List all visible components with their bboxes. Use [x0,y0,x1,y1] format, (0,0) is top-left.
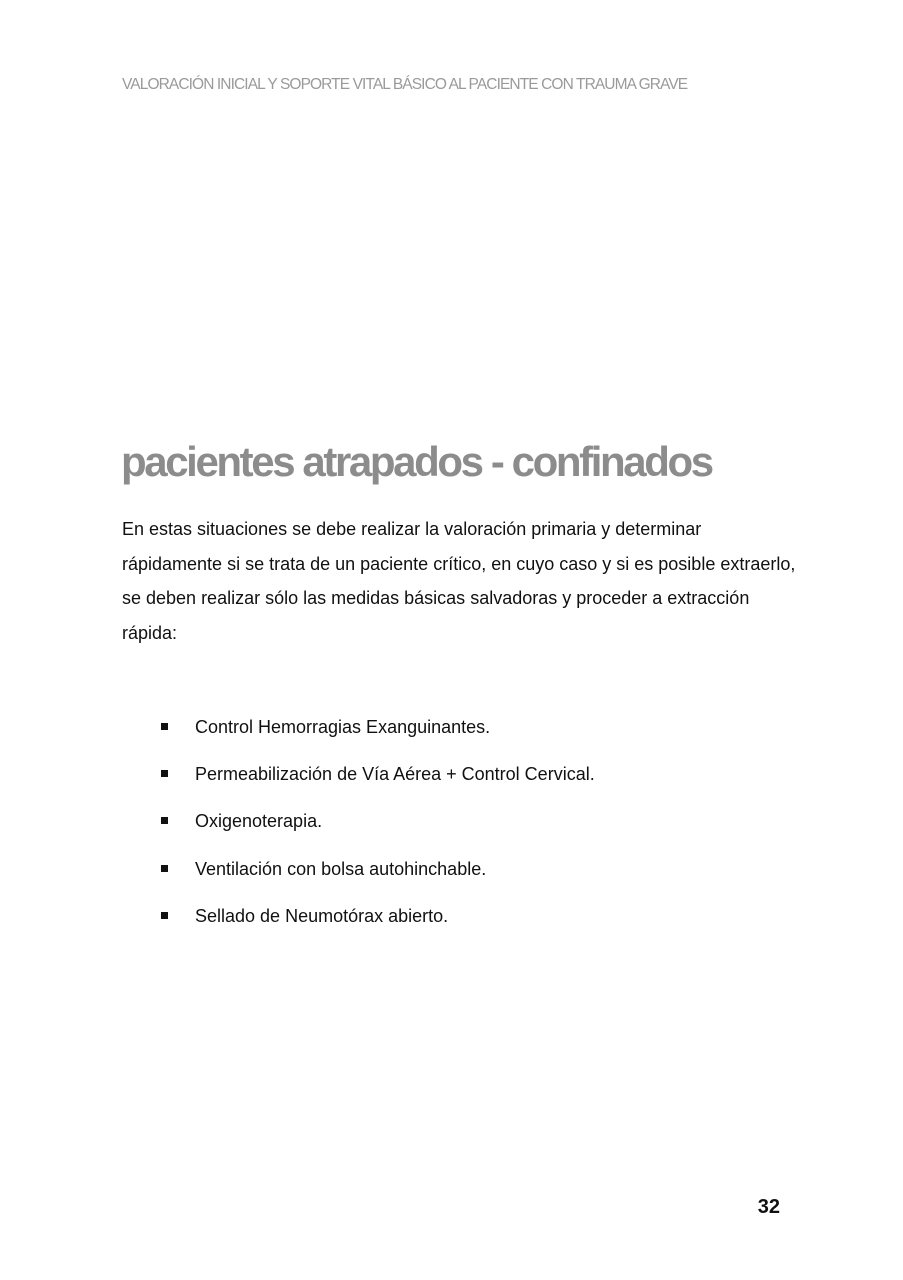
list-item [0,705,903,752]
section-title: pacientes atrapados - confinados [121,438,712,485]
list-item [0,894,903,941]
square-bullet-icon [161,817,168,824]
bullet-list [0,705,903,941]
list-item-text: Permeabilización de Vía Aérea + Control Cervical. [195,764,595,785]
list-item [0,752,903,799]
running-header: VALORACIÓN INICIAL Y SOPORTE VITAL BÁSICO AL PACIENTE CON TRAUMA GRAVE [122,76,688,93]
square-bullet-icon [161,723,168,730]
list-item-text: Sellado de Neumotórax abierto. [195,905,449,926]
page-number: 32 [757,1196,780,1218]
list-item-text: Ventilación con bolsa autohinchable. [195,858,487,879]
square-bullet-icon [161,865,168,872]
body-paragraph: En estas situaciones se debe realizar la valoración primaria y determinar rápidamente si se trata de un paciente crítico, en cuyo caso y si es posible extraerlo, se deben realizar sólo las medidas básicas salvadoras y proceder a extracción rápida: [122,519,796,644]
list-item-text: Oxigenoterapia. [195,811,323,832]
square-bullet-icon [161,912,168,919]
list-item [0,799,903,846]
list-item [0,847,903,894]
square-bullet-icon [161,770,168,777]
list-item-text: Control Hemorragias Exanguinantes. [195,717,491,737]
